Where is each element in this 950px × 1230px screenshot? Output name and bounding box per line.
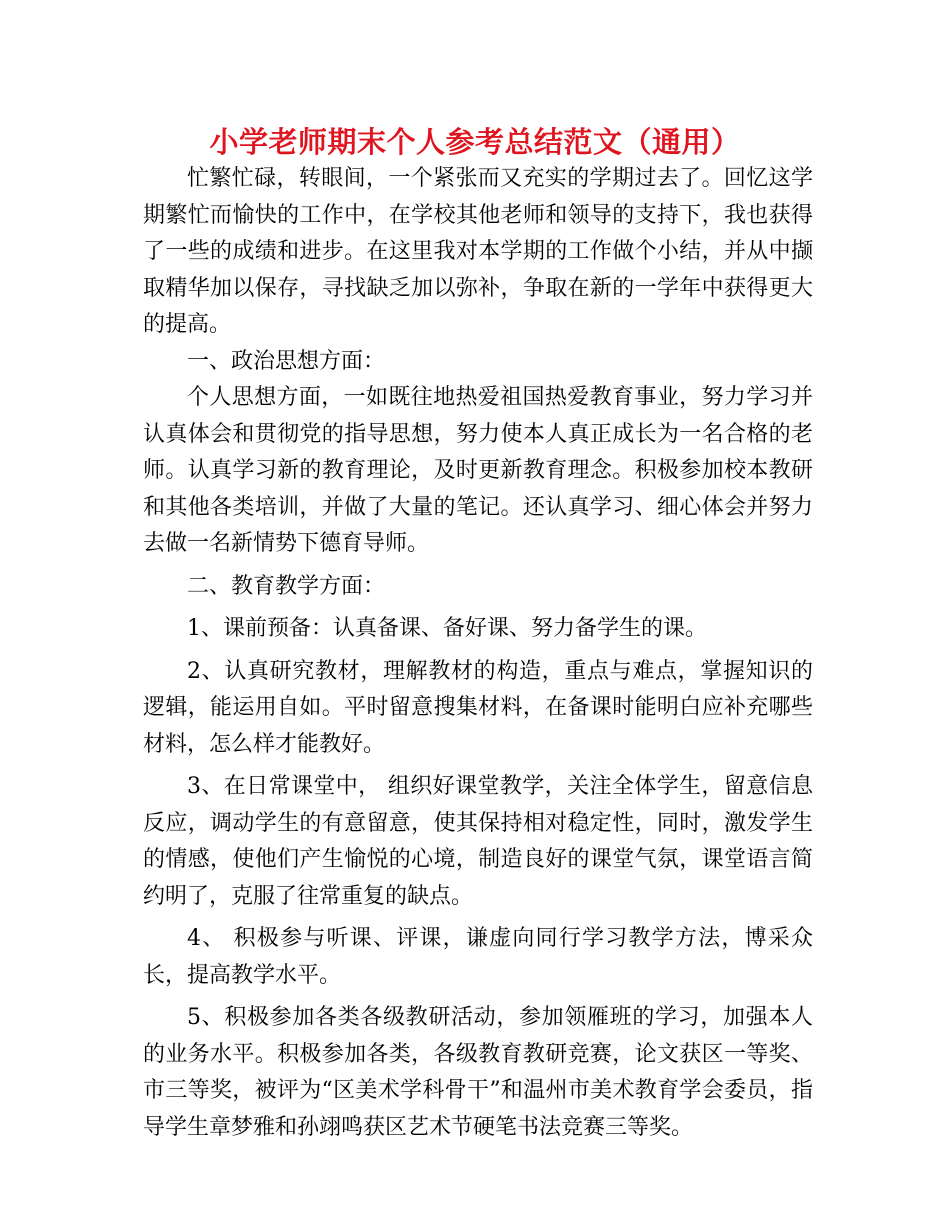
teaching-item-5: 5、积极参加各类各级教研活动，参加领雁班的学习，加强本人的业务水平。积极参加各类，各级教育教研竞赛，论文获区一等奖、市三等奖，被评为“区美术学科骨干”和温州市美术教育学会委员，指导学生章梦雅和孙翊鸣获区艺术节硬笔书法竞赛三等奖。 xyxy=(143,1005,813,1140)
teaching-item-2: 2、认真研究教材，理解教材的构造，重点与难点，掌握知识的逻辑，能运用自如。平时留意搜集材料，在备课时能明白应补充哪些材料，怎么样才能教好。 xyxy=(143,658,813,757)
intro-paragraph: 忙繁忙碌，转眼间，一个紧张而又充实的学期过去了。回忆这学期繁忙而愉快的工作中，在学校其他老师和领导的支持下，我也获得了一些的成绩和进步。在这里我对本学期的工作做个小结，并从中撷取精华加以保存，寻找缺乏加以弥补，争取在新的一学年中获得更大的提高。 xyxy=(143,166,813,337)
teaching-item-4: 4、 积极参与听课、评课，谦虚向同行学习教学方法，博采众长，提高教学水平。 xyxy=(143,926,813,988)
document-title: 小学老师期末个人参考总结范文（通用） xyxy=(209,125,741,159)
section-heading-teaching: 二、教育教学方面： xyxy=(187,573,386,599)
section-heading-political: 一、政治思想方面： xyxy=(187,348,386,374)
teaching-item-1: 1、课前预备：认真备课、备好课、努力备学生的课。 xyxy=(187,616,707,641)
document-body xyxy=(143,161,813,1146)
political-paragraph: 个人思想方面，一如既往地热爱祖国热爱教育事业，努力学习并认真体会和贯彻党的指导思想，努力使本人真正成长为一名合格的老师。认真学习新的教育理论，及时更新教育理念。积极参加校本教研和其他各类培训，并做了大量的笔记。还认真学习、细心体会并努力去做一名新情势下德育导师。 xyxy=(143,385,813,556)
teaching-item-3: 3、在日常课堂中， 组织好课堂教学，关注全体学生，留意信息反应，调动学生的有意留意，使其保持相对稳定性，同时，激发学生的情感，使他们产生愉悦的心境，制造良好的课堂气氛，课堂语言简约明了，克服了往常重复的缺点。 xyxy=(143,774,813,909)
